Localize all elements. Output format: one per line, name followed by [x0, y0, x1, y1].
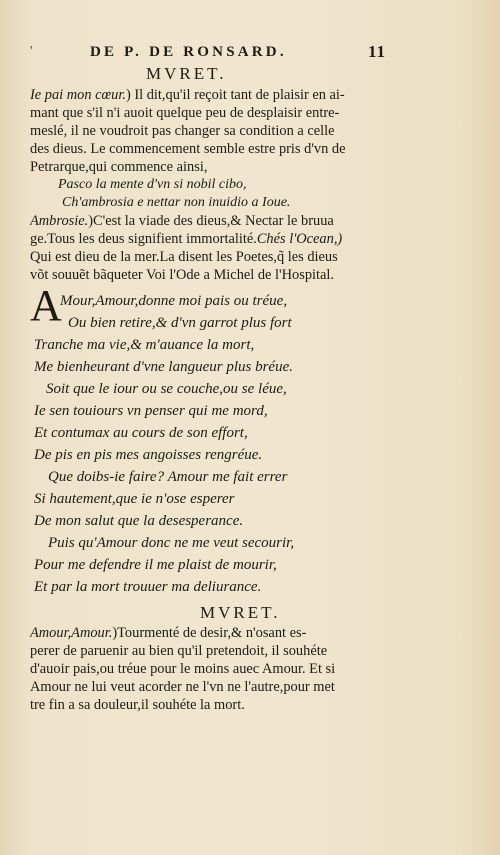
commentary-heading: MVRET.: [146, 64, 227, 83]
commentary-line: ge.Tous les deus signifient immortalité.Chés l'Ocean,): [30, 231, 343, 247]
commentary-line: Amour,Amour.)Tourmenté de desir,& n'osant es-: [30, 625, 307, 641]
running-head: DE P. DE RONSARD.: [90, 44, 287, 60]
sonnet-line: De pis en pis mes angoisses rengréue.: [34, 447, 263, 463]
lemma: Ambrosie.: [30, 213, 89, 229]
sonnet-line: Mour,Amour,donne moi pais ou tréue,: [60, 293, 288, 309]
drop-cap: A: [30, 281, 62, 330]
commentary-line: mant que s'il n'i auoit quelque peu de desplaisir entre-: [30, 105, 340, 121]
quote-line: Pasco la mente d'vn si nobil cibo,: [58, 177, 247, 192]
lemma: Amour,Amour.: [30, 625, 113, 641]
sonnet-line: Puis qu'Amour donc ne me veut secourir,: [48, 535, 295, 551]
sonnet-line: Pour me defendre il me plaist de mourir,: [34, 557, 277, 573]
commentary-line: tre fin a sa douleur,il souhéte la mort.: [30, 697, 245, 713]
sonnet-line: Ou bien retire,& d'vn garrot plus fort: [68, 315, 292, 331]
commentary-line: Amour ne lui veut acorder ne l'vn ne l'autre,pour met: [30, 679, 335, 695]
page-number: 11: [368, 42, 387, 61]
commentary-line: Ambrosie.)C'est la viade des dieus,& Nectar le bruua: [30, 213, 334, 229]
commentary-line: d'auoir pais,ou tréue pour le moins auec Amour. Et si: [30, 661, 336, 677]
sonnet-line: Tranche ma vie,& m'auance la mort,: [34, 337, 255, 353]
sonnet-line: Et contumax au cours de son effort,: [34, 425, 248, 441]
commentary-line: Qui est dieu de la mer.La disent les Poetes,q̃ les dieus: [30, 249, 338, 265]
sonnet-line: Que doibs-ie faire? Amour me fait errer: [48, 469, 288, 485]
commentary-line: perer de paruenir au bien qu'il pretendoit, il souhéte: [30, 643, 328, 659]
page-header: [82, 44, 462, 66]
sonnet-line: Soit que le iour ou se couche,ou se léue,: [46, 381, 287, 397]
lemma: Chés l'Ocean,): [256, 231, 343, 247]
quote-line: Ch'ambrosia e nettar non inuidio a Ioue.: [62, 195, 291, 210]
sonnet-line: De mon salut que la desesperance.: [34, 513, 244, 529]
commentary-line: meslé, il ne voudroit pas changer sa condition a celle: [30, 123, 335, 139]
commentary-line: des dieus. Le commencement semble estre pris d'vn de: [30, 141, 346, 157]
commentary-line: võt souuẽt bãqueter Voi l'Ode a Michel de l'Hospital.: [30, 267, 335, 283]
sonnet-line: Me bienheurant d'vne langueur plus bréue.: [34, 359, 293, 375]
sonnet-line: Si hautement,que ie n'ose esperer: [34, 491, 235, 507]
lemma: Ie pai mon cœur.: [30, 87, 126, 103]
sonnet-line: Et par la mort trouuer ma deliurance.: [34, 579, 262, 595]
commentary-heading: MVRET.: [200, 603, 281, 622]
sonnet-line: Ie sen touiours vn penser qui me mord,: [34, 403, 268, 419]
commentary-line: Petrarque,qui commence ainsi,: [30, 159, 208, 175]
commentary-line: Ie pai mon cœur.) Il dit,qu'il reçoit tant de plaisir en ai-: [30, 87, 345, 103]
margin-mark: ': [30, 44, 33, 59]
